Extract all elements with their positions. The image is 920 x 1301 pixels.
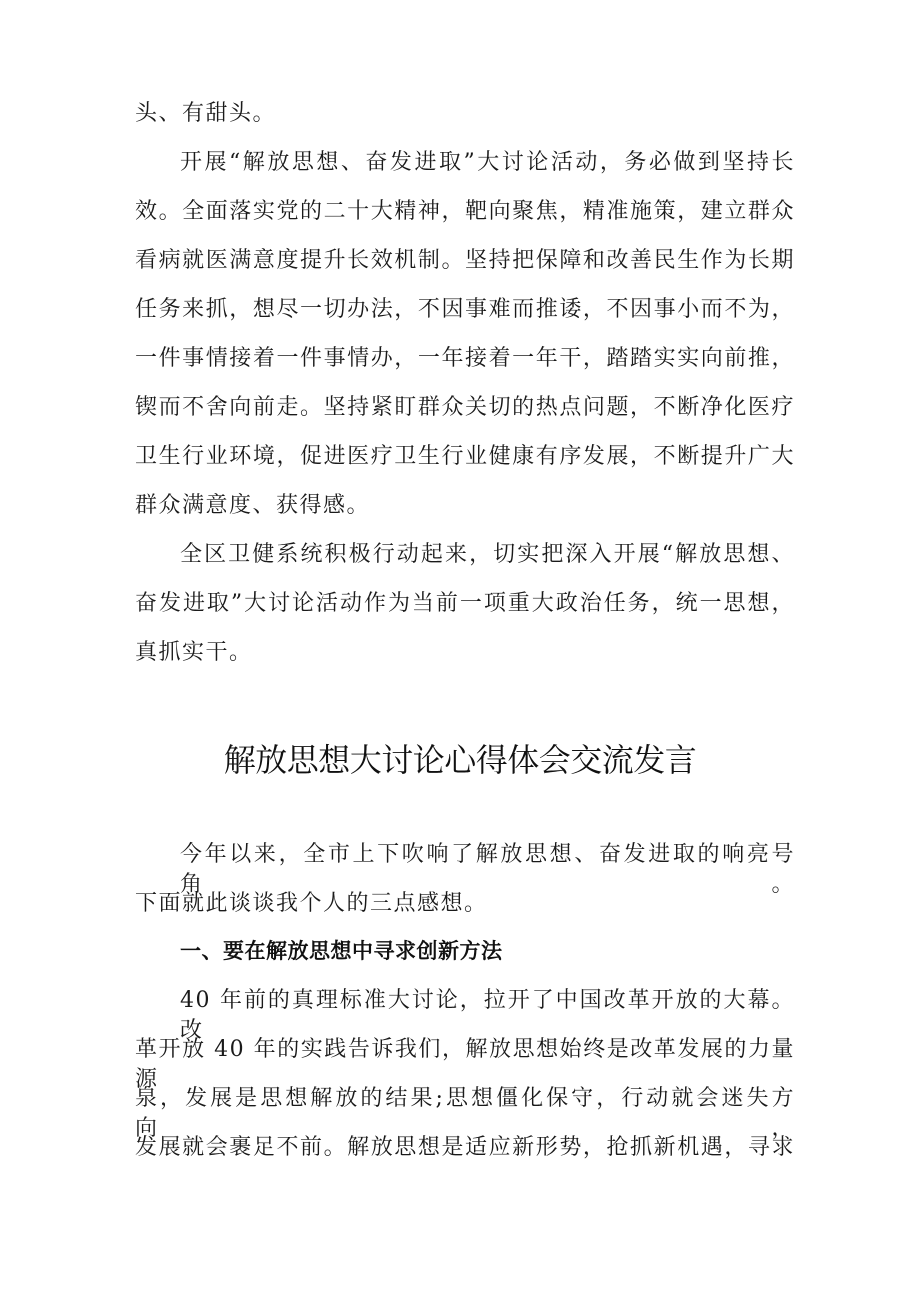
paragraph-line: 群众满意度、获得感。 [135, 493, 371, 518]
paragraph-line: 奋发进取”大讨论活动作为当前一项重大政治任务，统一思想， [135, 591, 795, 616]
paragraph-line: 40 年前的真理标准大讨论，拉开了中国改革开放的大幕。改 [180, 988, 795, 1043]
paragraph-line: 泉，发展是思想解放的结果;思想僵化保守，行动就会迷失方向， [135, 1086, 795, 1141]
paragraph-line: 开展“解放思想、奋发进取”大讨论活动，务必做到坚持长 [180, 150, 795, 175]
paragraph-line: 效。全面落实党的二十大精神，靶向聚焦，精准施策，建立群众 [135, 199, 795, 224]
paragraph-line: 看病就医满意度提升长效机制。坚持把保障和改善民生作为长期 [135, 248, 795, 273]
paragraph-line: 发展就会裹足不前。解放思想是适应新形势，抢抓新机遇，寻求 [135, 1135, 795, 1160]
paragraph-line: 下面就此谈谈我个人的三点感想。 [135, 891, 488, 916]
paragraph-line: 一件事情接着一件事情办，一年接着一年干，踏踏实实向前推， [135, 346, 795, 371]
paragraph-line: 全区卫健系统积极行动起来，切实把深入开展“解放思想、 [180, 542, 795, 567]
paragraph-line: 任务来抓，想尽一切办法，不因事难而推诿，不因事小而不为， [135, 297, 795, 322]
paragraph-line: 今年以来，全市上下吹响了解放思想、奋发进取的响亮号角。 [180, 842, 795, 897]
paragraph-line: 头、有甜头。 [135, 101, 277, 126]
paragraph-line: 锲而不舍向前走。坚持紧盯群众关切的热点问题，不断净化医疗 [135, 395, 795, 420]
section-heading: 一、要在解放思想中寻求创新方法 [180, 939, 503, 963]
paragraph-line: 革开放 40 年的实践告诉我们，解放思想始终是改革发展的力量源 [135, 1037, 795, 1092]
paragraph-line: 真抓实干。 [135, 640, 253, 665]
article-title: 解放思想大讨论心得体会交流发言 [223, 741, 697, 779]
paragraph-line: 卫生行业环境，促进医疗卫生行业健康有序发展，不断提升广大 [135, 444, 795, 469]
